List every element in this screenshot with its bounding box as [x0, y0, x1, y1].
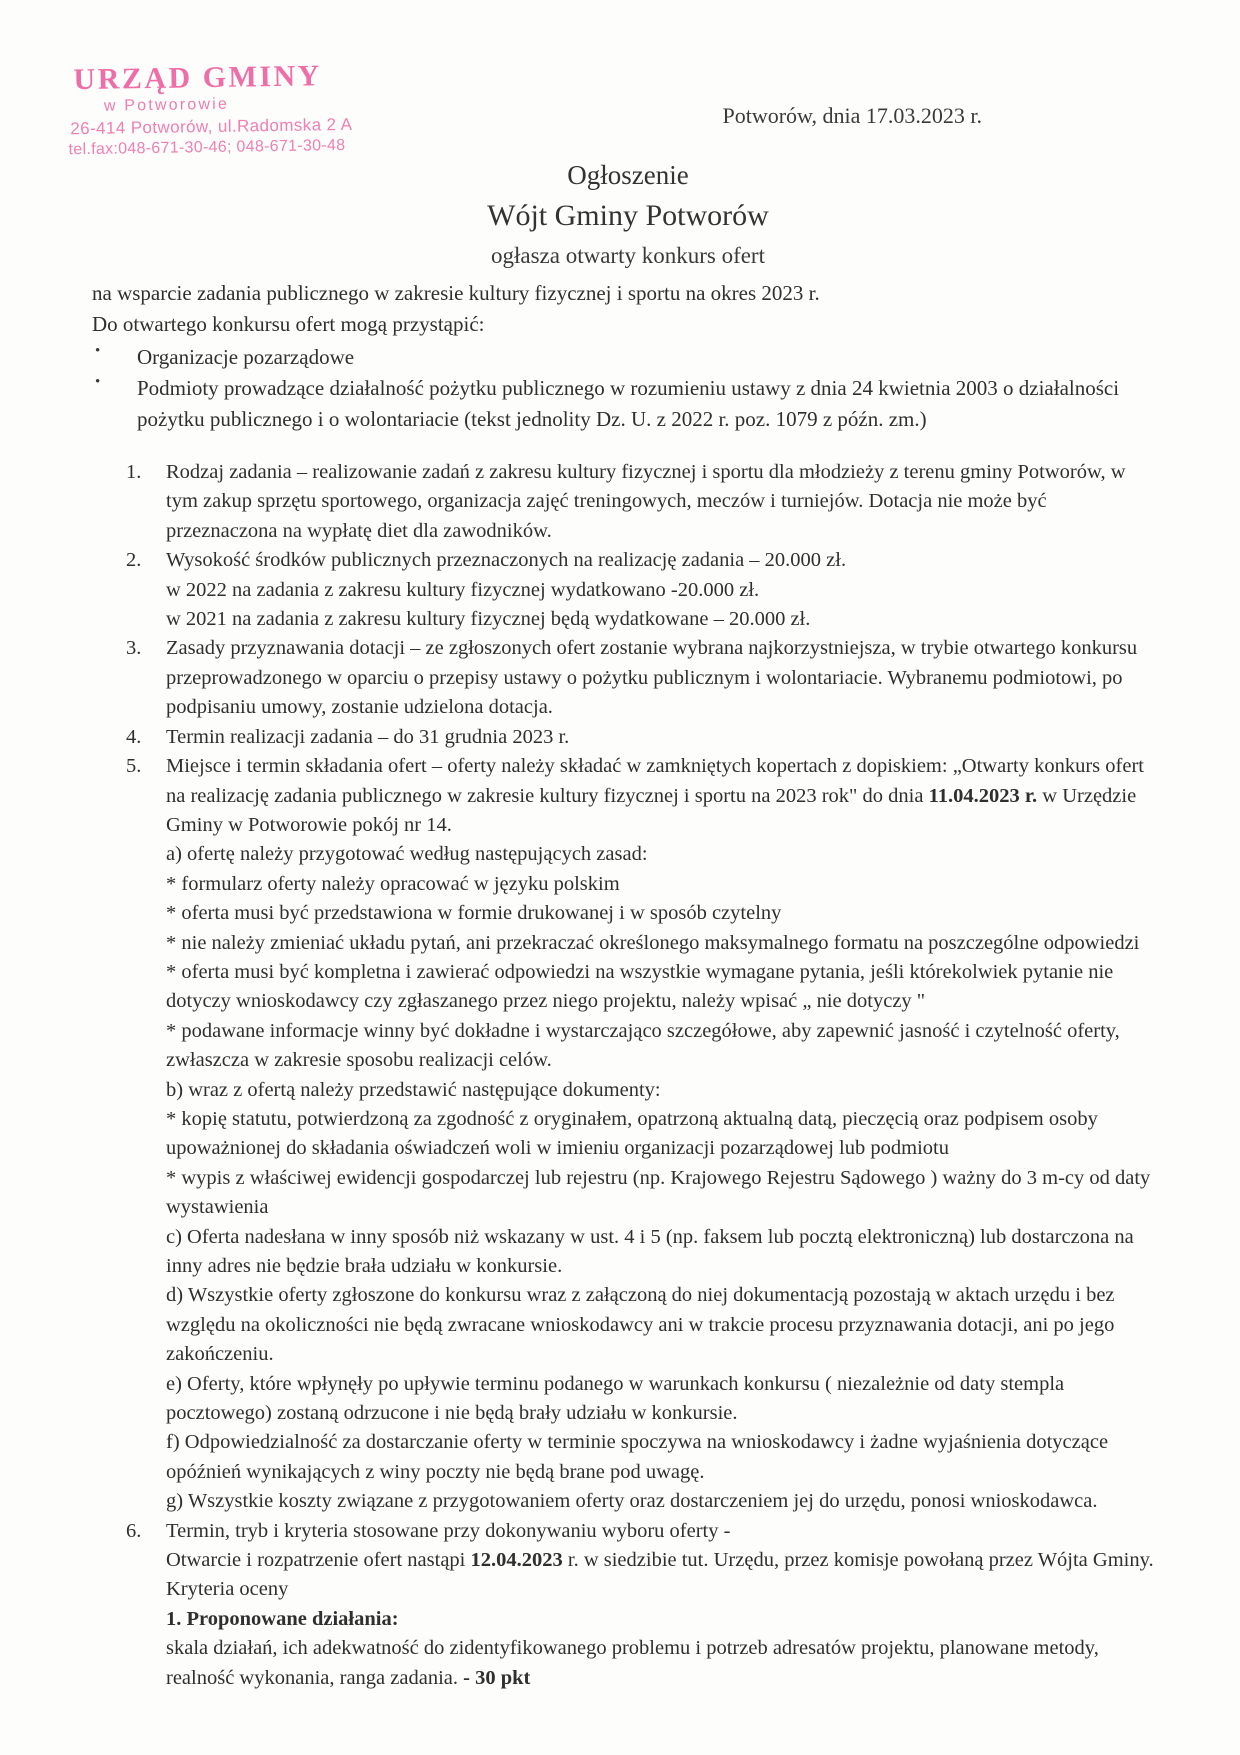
item-number: 6.: [126, 1519, 142, 1542]
subitem-e: e) Oferty, które wpłynęły po upływie terminu podanego w warunkach konkursu ( niezależnie od daty stempla pocztowego) zostaną odrzucone i nie będą brały udziału w konkursie.: [166, 1372, 1065, 1425]
item-text-2022: w 2022 na zadania z zakresu kultury fizycznej wydatkowano -20.000 zł.: [166, 578, 760, 601]
intro-block: [92, 278, 1154, 434]
stamp-phone: tel.fax:048-671-30-46; 048-671-30-48: [68, 137, 346, 159]
document-body: [92, 278, 1154, 1693]
item-text: Rodzaj zadania – realizowanie zadań z zakresu kultury fizycznej i sportu dla młodzieży z terenu gminy Potworów, w tym zakup sprzętu sportowego, organizacja zajęć treningowych, meczów i turniejów. Dotacja nie może być przeznaczona na wypłatę diet dla zawodników.: [166, 461, 1126, 542]
list-item: [92, 634, 1154, 722]
criteria-1-description: [166, 1634, 1154, 1693]
intro-scope: na wsparcie zadania publicznego w zakresie kultury fizycznej i sportu na okres 2023 r.: [92, 281, 820, 305]
list-item: [92, 1517, 1154, 1693]
opening-intro: Otwarcie i rozpatrzenie ofert nastąpi: [166, 1549, 471, 1572]
opening-rest: r. w siedzibie tut. Urzędu, przez komisje powołaną przez Wójta Gminy.: [562, 1549, 1154, 1572]
item-number: 4.: [126, 725, 142, 748]
office-stamp: [68, 59, 353, 159]
criteria-1-text: skala działań, ich adekwatność do zidentyfikowanego problemu i potrzeb adresatów projektu, planowane metody, realność wykonania, ranga zadania.: [166, 1637, 1099, 1689]
subtitle: ogłasza otwarty konkurs ofert: [490, 242, 765, 268]
intro-eligibility: Do otwartego konkursu ofert mogą przystąpić:: [92, 311, 485, 336]
criteria-heading: Kryteria oceny: [166, 1578, 289, 1601]
item-text: [166, 752, 1154, 840]
subitem-g: g) Wszystkie koszty związane z przygotowaniem oferty oraz dostarczeniem jej do urzędu, ponosi wnioskodawca.: [166, 1490, 1098, 1513]
eligibility-list: [92, 342, 1154, 434]
criteria-1-points: - 30 pkt: [458, 1666, 531, 1689]
conditions-list: [92, 458, 1154, 1693]
issuer-title: Wójt Gminy Potworów: [487, 198, 769, 232]
submission-intro: Miejsce i termin składania ofert – oferty należy składać w zamkniętych kopertach z dopiskiem: „Otwarty konkurs ofert na realizację zadania publicznego w zakresie kultury fizycznej i sportu na 2023 rok" do dnia: [166, 755, 1144, 807]
subitem-f: f) Odpowiedzialność za dostarczanie oferty w terminie spoczywa na wnioskodawcy i żadne wyjaśnienia dotyczące opóźnień wynikających z winy poczty nie będą brane pod uwagę.: [166, 1431, 1109, 1483]
item-text: Wysokość środków publicznych przeznaczonych na realizację zadania – 20.000 zł.: [166, 549, 847, 572]
item-text: Termin, tryb i kryteria stosowane przy dokonywaniu wyboru oferty -: [166, 1519, 731, 1542]
subitem-a-rule-5: * podawane informacje winny być dokładne i wystarczająco szczegółowe, aby zapewnić jasność i czytelność oferty, zwłaszcza w zakresie sposobu realizacji celów.: [166, 1019, 1120, 1072]
subitem-a-rule-4: * oferta musi być kompletna i zawierać odpowiedzi na wszystkie wymagane pytania, jeśli którekolwiek pytanie nie dotyczy wnioskodawcy czy zgłaszanego przez niego projektu, należy wpisać „ nie dotyczy ": [166, 960, 1114, 1013]
item-text: Zasady przyznawania dotacji – ze zgłoszonych ofert zostanie wybrana najkorzystniejsza, w trybie otwartego konkursu przeprowadzonego w oparciu o przepisy ustawy o pożytku publicznym i wolontariacie. Wybranemu podmiotowi, po podpisaniu umowy, zostanie udzielona dotacja.: [166, 637, 1138, 719]
stamp-address: 26-414 Potworów, ul.Radomska 2 A: [70, 115, 353, 139]
list-item: • Podmioty prowadzące działalność pożytku publicznego w rozumieniu ustawy z dnia 24 kwietnia 2003 o działalności pożytku publicznego i o wolontariacie (tekst jednolity Dz. U. z 2022 r. poz. 1079 z późn. zm.): [92, 373, 1154, 434]
document-title-block: [0, 158, 1240, 271]
place-and-date: Potworów, dnia 17.03.2023 r.: [722, 103, 982, 128]
subitem-c: c) Oferta nadesłana w inny sposób niż wskazany w ust. 4 i 5 (np. faksem lub pocztą elektroniczną) lub dostarczona na inny adres nie będzie brała udziału w konkursie.: [166, 1225, 1134, 1277]
subitem-a-rule-3: * nie należy zmieniać układu pytań, ani przekraczać określonego maksymalnego formatu na poszczególne odpowiedzi: [166, 931, 1140, 954]
subitem-d: d) Wszystkie oferty zgłoszone do konkursu wraz z załączoną do niej dokumentacją pozostają w aktach urzędu i bez względu na okoliczności nie będą zwracane wnioskodawcy ani w trakcie procesu przyznawania dotacji, ani po jego zakończeniu.: [166, 1284, 1115, 1366]
item-number: 2.: [126, 549, 142, 572]
list-item: [92, 458, 1154, 546]
subitem-b-doc-1: * kopię statutu, potwierdzoną za zgodność z oryginałem, opatrzoną aktualną datą, pieczęcią oraz podpisem osoby upoważnionej do składania oświadczeń woli w imieniu organizacji pozarządowej lub podmiotu: [166, 1107, 1098, 1160]
subitem-a: a) ofertę należy przygotować według następujących zasad:: [166, 843, 648, 866]
item-number: 1.: [126, 461, 142, 484]
subitem-a-rule-2: * oferta musi być przedstawiona w formie drukowanej i w sposób czytelny: [166, 902, 782, 925]
submission-deadline-date: 11.04.2023 r.: [928, 784, 1038, 807]
stamp-office-name: URZĄD GMINY: [73, 59, 323, 97]
opening-date: 12.04.2023: [470, 1549, 563, 1572]
stamp-locality: w Potworowie: [103, 95, 230, 115]
list-item: [92, 723, 1154, 752]
item-text-2021: w 2021 na zadania z zakresu kultury fizycznej będą wydatkowane – 20.000 zł.: [166, 608, 811, 631]
subitem-b-doc-2: * wypis z właściwej ewidencji gospodarczej lub rejestru (np. Krajowego Rejestru Sądowego ) ważny do 3 m-cy od daty wystawienia: [166, 1166, 1151, 1219]
item-text: Termin realizacji zadania – do 31 grudnia 2023 r.: [166, 725, 570, 748]
subitem-a-rule-1: * formularz oferty należy opracować w języku polskim: [166, 872, 620, 895]
opening-line: [166, 1546, 1154, 1575]
submission-place: w Urzędzie Gminy w Potworowie pokój nr 14.: [166, 784, 1137, 836]
criteria-1-title: 1. Proponowane działania:: [166, 1607, 399, 1630]
item-number: 3.: [126, 637, 142, 660]
list-item: [92, 752, 1154, 1517]
page-title: Ogłoszenie: [567, 160, 689, 190]
subitem-b: b) wraz z ofertą należy przedstawić następujące dokumenty:: [166, 1078, 661, 1101]
list-item: • Organizacje pozarządowe: [92, 342, 1154, 372]
item-number: 5.: [126, 755, 142, 778]
list-item: [92, 546, 1154, 634]
